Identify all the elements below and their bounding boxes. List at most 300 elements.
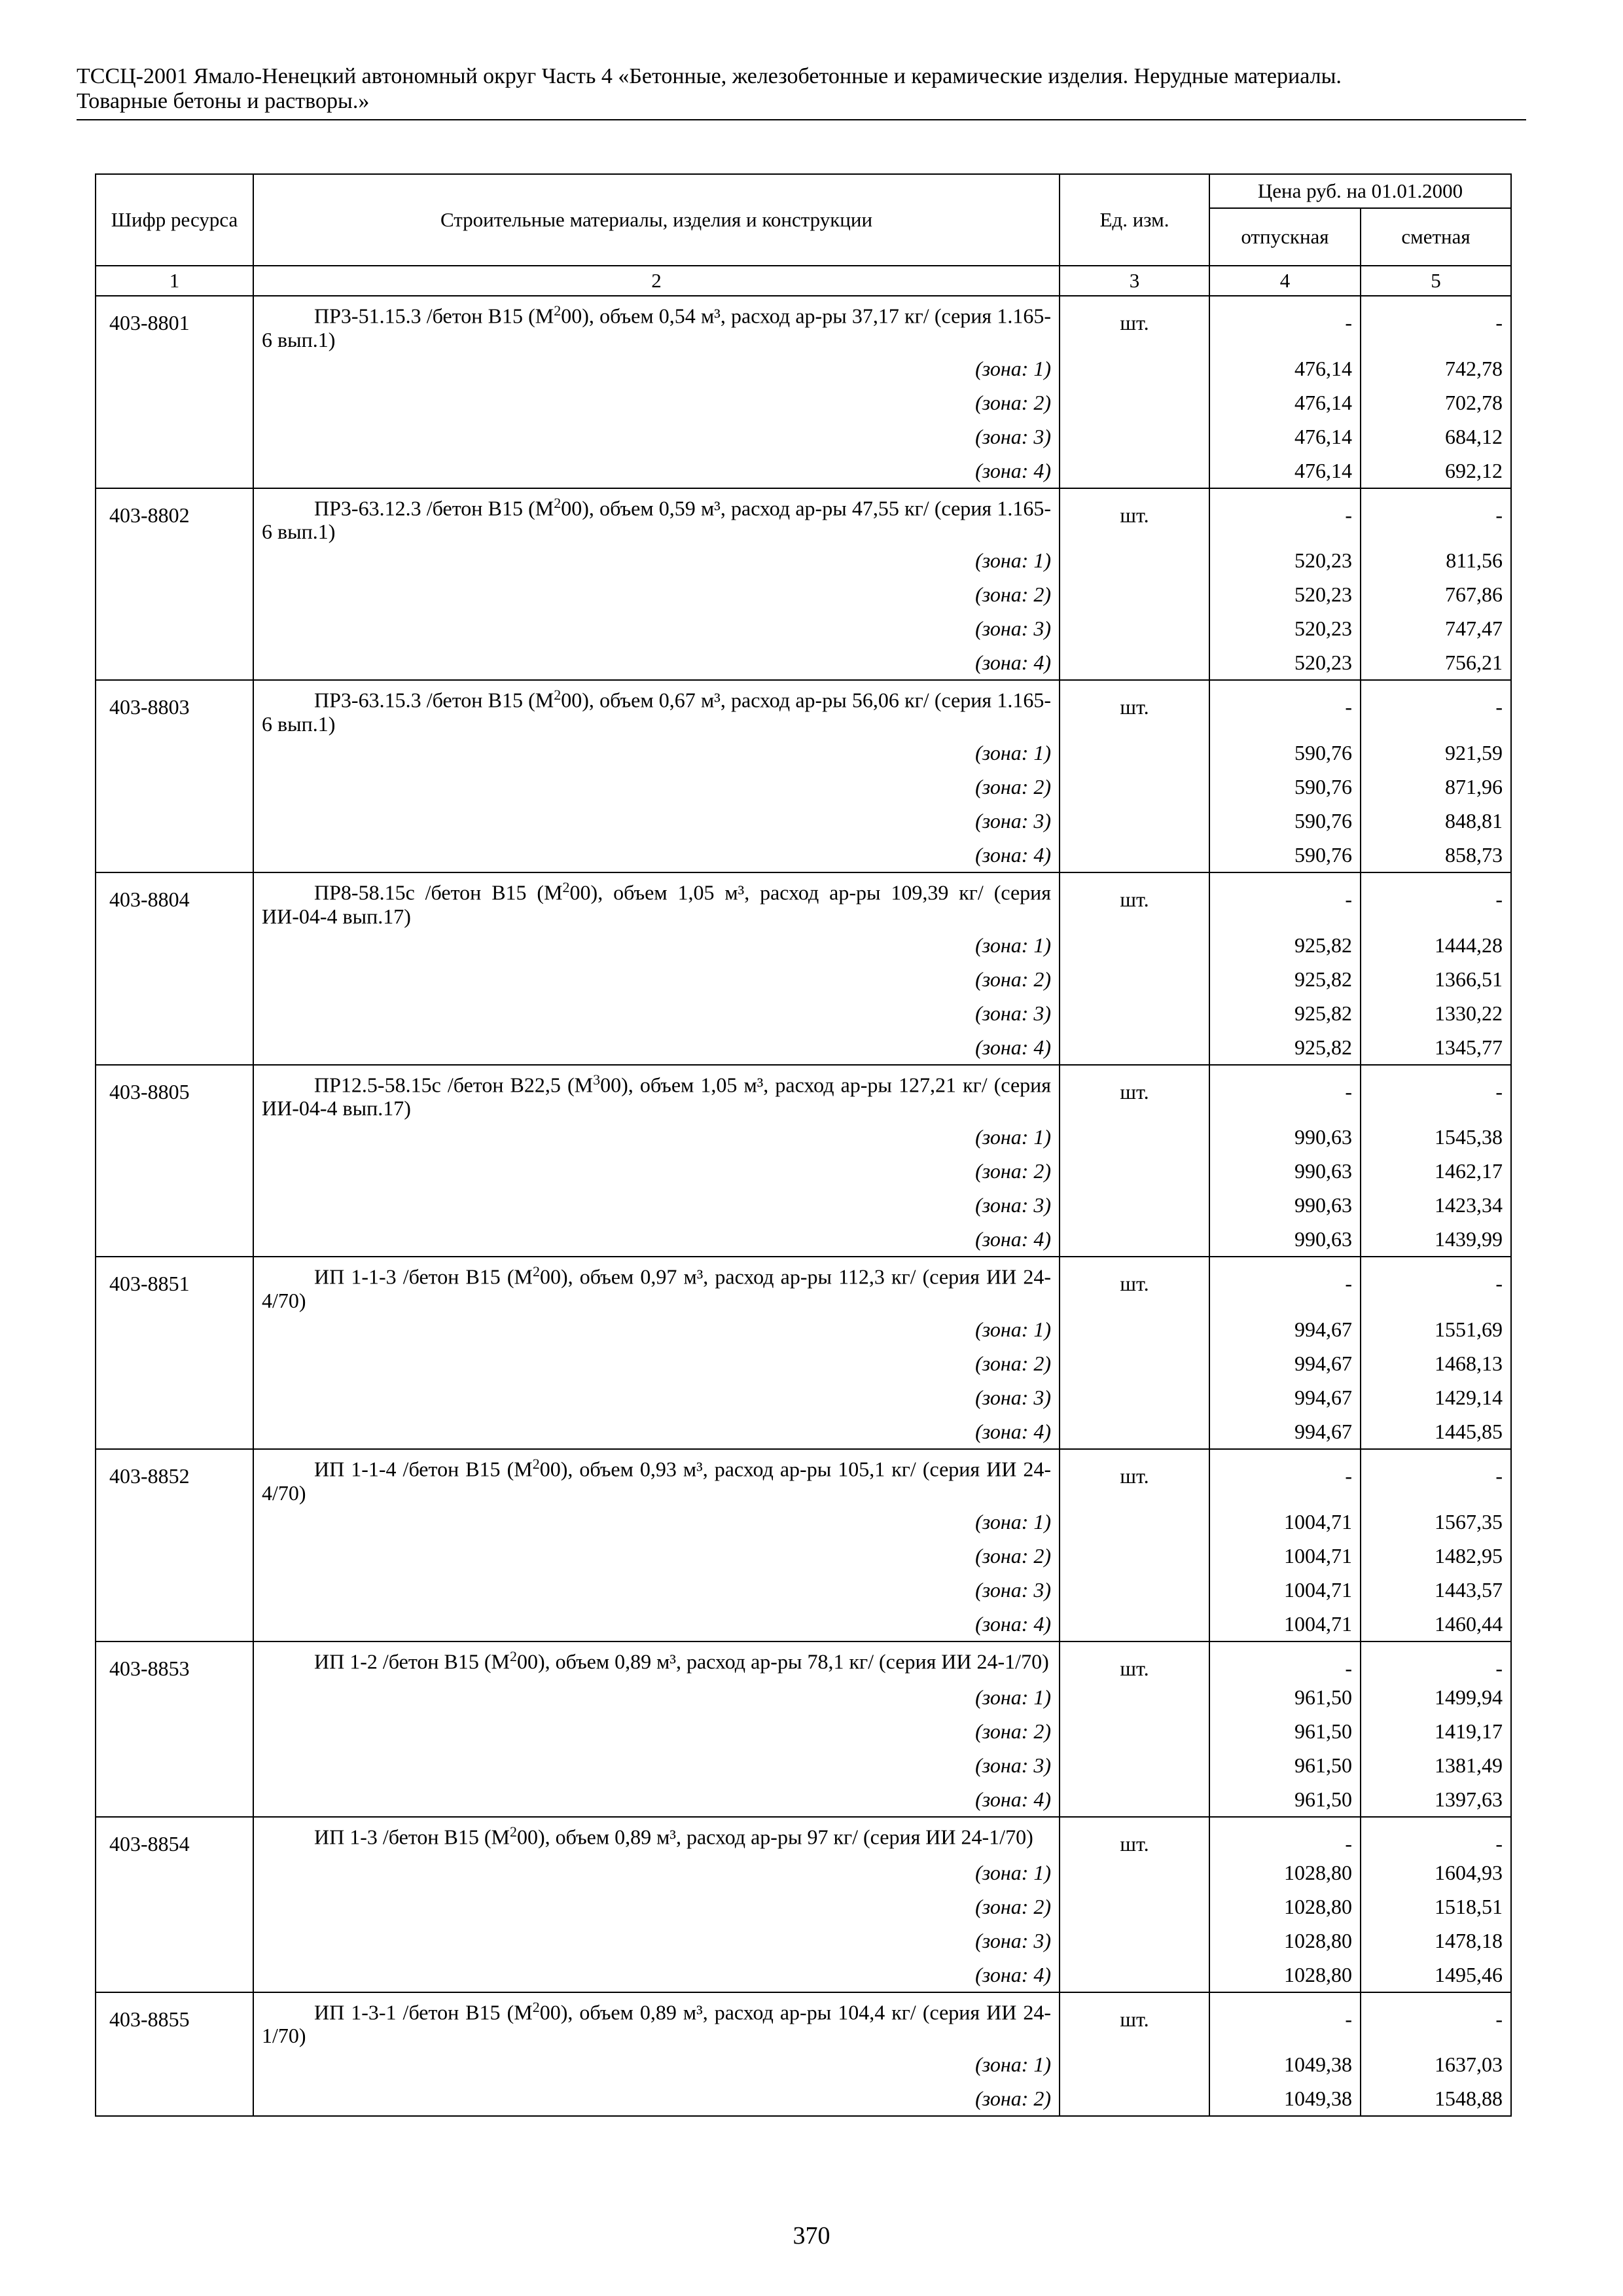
empty-cell (96, 1539, 253, 1573)
zone-label: (зона: 2) (253, 2081, 1060, 2116)
zone-row (96, 928, 1511, 962)
zone-row (96, 1346, 1511, 1380)
column-number: 1 (96, 266, 253, 296)
zone-wholesale-price: 990,63 (1209, 1120, 1361, 1154)
zone-estimate-price: 1445,85 (1361, 1414, 1511, 1449)
zone-wholesale-price: 520,23 (1209, 645, 1361, 680)
unit-value: шт. (1060, 1257, 1209, 1312)
empty-cell (96, 611, 253, 645)
zone-row (96, 736, 1511, 770)
zone-label: (зона: 4) (253, 1414, 1060, 1449)
zone-estimate-price: 692,12 (1361, 454, 1511, 488)
resource-code: 403-8852 (96, 1449, 253, 1505)
resource-code: 403-8805 (96, 1065, 253, 1121)
table-row (96, 296, 1511, 351)
wholesale-price: - (1209, 1641, 1361, 1680)
zone-label: (зона: 3) (253, 611, 1060, 645)
zone-estimate-price: 1482,95 (1361, 1539, 1511, 1573)
empty-cell (96, 1924, 253, 1958)
zone-wholesale-price: 994,67 (1209, 1346, 1361, 1380)
estimate-price: - (1361, 488, 1511, 544)
zone-wholesale-price: 994,67 (1209, 1312, 1361, 1346)
empty-cell (1060, 386, 1209, 420)
zone-row (96, 804, 1511, 838)
unit-value: шт. (1060, 296, 1209, 351)
empty-cell (96, 1414, 253, 1449)
zone-estimate-price: 767,86 (1361, 577, 1511, 611)
empty-cell (96, 1346, 253, 1380)
zone-label: (зона: 4) (253, 1222, 1060, 1257)
column-number: 2 (253, 266, 1060, 296)
zone-row (96, 1222, 1511, 1257)
empty-cell (1060, 351, 1209, 386)
description-text: ПР3-63.15.3 /бетон В15 (М (314, 688, 554, 712)
grade-superscript: 2 (554, 687, 562, 704)
resource-code: 403-8851 (96, 1257, 253, 1312)
description-text: 00), объем 0,97 м³, расход ар-ры 112,3 кг/ (серия ИИ 24-4/70) (262, 1265, 1052, 1312)
unit-value: шт. (1060, 488, 1209, 544)
empty-cell (96, 962, 253, 996)
empty-cell (96, 2081, 253, 2116)
grade-superscript: 3 (593, 1071, 601, 1088)
empty-cell (96, 454, 253, 488)
zone-label: (зона: 4) (253, 838, 1060, 872)
empty-cell (1060, 736, 1209, 770)
wholesale-price: - (1209, 1992, 1361, 2048)
zone-estimate-price: 1548,88 (1361, 2081, 1511, 2116)
resource-description (253, 872, 1060, 928)
zone-wholesale-price: 590,76 (1209, 736, 1361, 770)
empty-cell (96, 1312, 253, 1346)
zone-estimate-price: 1429,14 (1361, 1380, 1511, 1414)
zone-label: (зона: 2) (253, 1154, 1060, 1188)
estimate-price: - (1361, 1257, 1511, 1312)
zone-row (96, 1312, 1511, 1346)
zone-estimate-price: 1551,69 (1361, 1312, 1511, 1346)
empty-cell (1060, 543, 1209, 577)
zone-row (96, 386, 1511, 420)
zone-estimate-price: 1495,46 (1361, 1958, 1511, 1992)
zone-estimate-price: 1545,38 (1361, 1120, 1511, 1154)
zone-label: (зона: 3) (253, 1380, 1060, 1414)
zone-label: (зона: 4) (253, 454, 1060, 488)
zone-row (96, 1414, 1511, 1449)
zone-wholesale-price: 961,50 (1209, 1714, 1361, 1748)
empty-cell (96, 1714, 253, 1748)
zone-label: (зона: 1) (253, 928, 1060, 962)
wholesale-price: - (1209, 680, 1361, 736)
zone-wholesale-price: 590,76 (1209, 804, 1361, 838)
resource-description (253, 1817, 1060, 1856)
page-number: 370 (793, 2222, 830, 2250)
table-row (96, 1641, 1511, 1680)
description-text: ПР3-63.12.3 /бетон В15 (М (314, 496, 554, 520)
resource-description (253, 1257, 1060, 1312)
zone-wholesale-price: 990,63 (1209, 1154, 1361, 1188)
empty-cell (1060, 1120, 1209, 1154)
table-row (96, 1257, 1511, 1312)
zone-row (96, 996, 1511, 1030)
empty-cell (1060, 1714, 1209, 1748)
empty-cell (1060, 1924, 1209, 1958)
zone-label: (зона: 4) (253, 1030, 1060, 1065)
grade-superscript: 2 (554, 302, 562, 319)
empty-cell (96, 1856, 253, 1890)
header-price: Цена руб. на 01.01.2000 (1209, 174, 1511, 208)
zone-row (96, 420, 1511, 454)
empty-cell (96, 770, 253, 804)
zone-label: (зона: 2) (253, 1539, 1060, 1573)
zone-estimate-price: 702,78 (1361, 386, 1511, 420)
zone-label: (зона: 1) (253, 1505, 1060, 1539)
resource-code: 403-8802 (96, 488, 253, 544)
zone-wholesale-price: 925,82 (1209, 1030, 1361, 1065)
wholesale-price: - (1209, 296, 1361, 351)
unit-value: шт. (1060, 1065, 1209, 1121)
empty-cell (96, 1505, 253, 1539)
zone-row (96, 962, 1511, 996)
column-number: 5 (1361, 266, 1511, 296)
grade-superscript: 2 (509, 1647, 517, 1664)
resource-code: 403-8853 (96, 1641, 253, 1680)
resource-description (253, 1641, 1060, 1680)
empty-cell (1060, 1680, 1209, 1714)
resource-description (253, 680, 1060, 736)
empty-cell (96, 1680, 253, 1714)
zone-label: (зона: 4) (253, 1607, 1060, 1641)
zone-label: (зона: 2) (253, 1714, 1060, 1748)
wholesale-price: - (1209, 1065, 1361, 1121)
table-body (96, 296, 1511, 2116)
zone-estimate-price: 1604,93 (1361, 1856, 1511, 1890)
grade-superscript: 2 (509, 1823, 517, 1840)
description-text: 00), объем 0,59 м³, расход ар-ры 47,55 кг/ (серия 1.165-6 вып.1) (262, 496, 1052, 544)
resource-code: 403-8855 (96, 1992, 253, 2048)
estimate-price: - (1361, 680, 1511, 736)
empty-cell (96, 1607, 253, 1641)
zone-label: (зона: 3) (253, 1573, 1060, 1607)
description-text: ПР8-58.15с /бетон В15 (М (314, 880, 563, 905)
zone-row (96, 1505, 1511, 1539)
resource-description (253, 1449, 1060, 1505)
empty-cell (96, 838, 253, 872)
empty-cell (96, 1380, 253, 1414)
zone-label: (зона: 1) (253, 1680, 1060, 1714)
empty-cell (1060, 1312, 1209, 1346)
empty-cell (96, 577, 253, 611)
unit-value: шт. (1060, 680, 1209, 736)
resource-description (253, 1992, 1060, 2048)
table-row (96, 1817, 1511, 1856)
zone-wholesale-price: 961,50 (1209, 1680, 1361, 1714)
zone-estimate-price: 848,81 (1361, 804, 1511, 838)
zone-estimate-price: 1499,94 (1361, 1680, 1511, 1714)
resource-description (253, 1065, 1060, 1121)
zone-row (96, 1748, 1511, 1782)
empty-cell (1060, 928, 1209, 962)
unit-value: шт. (1060, 1641, 1209, 1680)
table-row (96, 1449, 1511, 1505)
resource-code: 403-8804 (96, 872, 253, 928)
empty-cell (96, 2047, 253, 2081)
empty-cell (1060, 770, 1209, 804)
empty-cell (1060, 1890, 1209, 1924)
zone-row (96, 1958, 1511, 1992)
empty-cell (96, 1958, 253, 1992)
description-text: ПР3-51.15.3 /бетон В15 (М (314, 304, 554, 328)
zone-estimate-price: 1468,13 (1361, 1346, 1511, 1380)
empty-cell (1060, 1030, 1209, 1065)
unit-value: шт. (1060, 872, 1209, 928)
estimate-price: - (1361, 1992, 1511, 2048)
empty-cell (96, 1890, 253, 1924)
zone-wholesale-price: 994,67 (1209, 1414, 1361, 1449)
zone-wholesale-price: 961,50 (1209, 1782, 1361, 1817)
empty-cell (1060, 1380, 1209, 1414)
zone-wholesale-price: 1028,80 (1209, 1890, 1361, 1924)
header-line-1: ТССЦ-2001 Ямало-Ненецкий автономный округ Часть 4 «Бетонные, железобетонные и керамические изделия. Нерудные материалы. (77, 64, 1342, 88)
zone-row (96, 351, 1511, 386)
empty-cell (1060, 645, 1209, 680)
document-header (77, 64, 1526, 120)
zone-wholesale-price: 520,23 (1209, 543, 1361, 577)
header-wholesale: отпускная (1209, 208, 1361, 266)
empty-cell (1060, 1856, 1209, 1890)
empty-cell (96, 1188, 253, 1222)
description-text: ИП 1-3-1 /бетон В15 (М (314, 2000, 533, 2024)
zone-label: (зона: 3) (253, 1924, 1060, 1958)
description-text: 00), объем 0,89 м³, расход ар-ры 78,1 кг/ (серия ИИ 24-1/70) (516, 1649, 1049, 1674)
empty-cell (1060, 962, 1209, 996)
zone-row (96, 543, 1511, 577)
empty-cell (96, 386, 253, 420)
price-table (95, 173, 1512, 2117)
zone-label: (зона: 2) (253, 770, 1060, 804)
table-row (96, 680, 1511, 736)
table-row (96, 1065, 1511, 1121)
zone-row (96, 577, 1511, 611)
zone-row (96, 1782, 1511, 1817)
zone-row (96, 770, 1511, 804)
zone-row (96, 1154, 1511, 1188)
zone-wholesale-price: 1004,71 (1209, 1505, 1361, 1539)
empty-cell (96, 1748, 253, 1782)
description-text: 00), объем 0,89 м³, расход ар-ры 104,4 кг/ (серия ИИ 24-1/70) (262, 2000, 1052, 2048)
zone-wholesale-price: 476,14 (1209, 454, 1361, 488)
zone-row (96, 1680, 1511, 1714)
description-text: 00), объем 0,89 м³, расход ар-ры 97 кг/ (серия ИИ 24-1/70) (516, 1825, 1033, 1849)
zone-wholesale-price: 590,76 (1209, 770, 1361, 804)
grade-superscript: 2 (533, 1263, 541, 1280)
zone-estimate-price: 1330,22 (1361, 996, 1511, 1030)
zone-row (96, 838, 1511, 872)
empty-cell (96, 645, 253, 680)
description-text: ИП 1-2 /бетон В15 (М (314, 1649, 510, 1674)
zone-label: (зона: 1) (253, 736, 1060, 770)
empty-cell (1060, 454, 1209, 488)
empty-cell (96, 1030, 253, 1065)
zone-row (96, 2081, 1511, 2116)
wholesale-price: - (1209, 1449, 1361, 1505)
wholesale-price: - (1209, 1257, 1361, 1312)
zone-wholesale-price: 1028,80 (1209, 1924, 1361, 1958)
empty-cell (1060, 1958, 1209, 1992)
estimate-price: - (1361, 1065, 1511, 1121)
zone-wholesale-price: 476,14 (1209, 351, 1361, 386)
description-text: 00), объем 0,54 м³, расход ар-ры 37,17 кг/ (серия 1.165-6 вып.1) (262, 304, 1052, 351)
zone-estimate-price: 1637,03 (1361, 2047, 1511, 2081)
empty-cell (1060, 1188, 1209, 1222)
grade-superscript: 2 (554, 494, 562, 511)
zone-estimate-price: 811,56 (1361, 543, 1511, 577)
zone-label: (зона: 3) (253, 804, 1060, 838)
zone-wholesale-price: 925,82 (1209, 962, 1361, 996)
zone-label: (зона: 4) (253, 645, 1060, 680)
zone-label: (зона: 4) (253, 1782, 1060, 1817)
description-text: ПР12.5-58.15с /бетон В22,5 (М (314, 1073, 594, 1097)
zone-estimate-price: 1423,34 (1361, 1188, 1511, 1222)
zone-label: (зона: 2) (253, 386, 1060, 420)
zone-label: (зона: 3) (253, 996, 1060, 1030)
zone-estimate-price: 756,21 (1361, 645, 1511, 680)
grade-superscript: 2 (562, 878, 570, 895)
estimate-price: - (1361, 1817, 1511, 1856)
zone-row (96, 1924, 1511, 1958)
zone-row (96, 1380, 1511, 1414)
zone-estimate-price: 1419,17 (1361, 1714, 1511, 1748)
wholesale-price: - (1209, 488, 1361, 544)
unit-value: шт. (1060, 1817, 1209, 1856)
zone-wholesale-price: 1049,38 (1209, 2081, 1361, 2116)
empty-cell (1060, 2047, 1209, 2081)
zone-wholesale-price: 1004,71 (1209, 1573, 1361, 1607)
estimate-price: - (1361, 1449, 1511, 1505)
zone-wholesale-price: 994,67 (1209, 1380, 1361, 1414)
zone-label: (зона: 1) (253, 1312, 1060, 1346)
zone-wholesale-price: 520,23 (1209, 577, 1361, 611)
header-estimate: сметная (1361, 208, 1511, 266)
zone-row (96, 1714, 1511, 1748)
empty-cell (1060, 1539, 1209, 1573)
zone-row (96, 454, 1511, 488)
empty-cell (96, 1782, 253, 1817)
zone-row (96, 1607, 1511, 1641)
unit-value: шт. (1060, 1449, 1209, 1505)
empty-cell (1060, 611, 1209, 645)
resource-description (253, 296, 1060, 351)
empty-cell (1060, 2081, 1209, 2116)
empty-cell (96, 1222, 253, 1257)
empty-cell (96, 804, 253, 838)
header-line-2: Товарные бетоны и растворы.» (77, 89, 370, 113)
empty-cell (1060, 1782, 1209, 1817)
zone-wholesale-price: 990,63 (1209, 1222, 1361, 1257)
zone-wholesale-price: 1004,71 (1209, 1607, 1361, 1641)
zone-wholesale-price: 1049,38 (1209, 2047, 1361, 2081)
zone-estimate-price: 1567,35 (1361, 1505, 1511, 1539)
header-unit: Ед. изм. (1060, 174, 1209, 266)
resource-code: 403-8803 (96, 680, 253, 736)
zone-label: (зона: 1) (253, 351, 1060, 386)
zone-label: (зона: 3) (253, 1748, 1060, 1782)
description-text: ИП 1-3 /бетон В15 (М (314, 1825, 510, 1849)
zone-row (96, 645, 1511, 680)
grade-superscript: 2 (532, 1455, 540, 1472)
empty-cell (1060, 1222, 1209, 1257)
zone-estimate-price: 1518,51 (1361, 1890, 1511, 1924)
zone-label: (зона: 1) (253, 1120, 1060, 1154)
empty-cell (1060, 1607, 1209, 1641)
empty-cell (1060, 577, 1209, 611)
zone-row (96, 1030, 1511, 1065)
unit-value: шт. (1060, 1992, 1209, 2048)
estimate-price: - (1361, 1641, 1511, 1680)
empty-cell (96, 928, 253, 962)
table-row (96, 872, 1511, 928)
zone-label: (зона: 2) (253, 1890, 1060, 1924)
empty-cell (96, 1154, 253, 1188)
zone-label: (зона: 3) (253, 1188, 1060, 1222)
zone-wholesale-price: 520,23 (1209, 611, 1361, 645)
zone-estimate-price: 1460,44 (1361, 1607, 1511, 1641)
zone-label: (зона: 1) (253, 1856, 1060, 1890)
description-text: ИП 1-1-3 /бетон В15 (М (314, 1265, 533, 1289)
empty-cell (1060, 1573, 1209, 1607)
zone-estimate-price: 871,96 (1361, 770, 1511, 804)
estimate-price: - (1361, 872, 1511, 928)
zone-wholesale-price: 1004,71 (1209, 1539, 1361, 1573)
zone-label: (зона: 1) (253, 543, 1060, 577)
description-text: 00), объем 0,67 м³, расход ар-ры 56,06 кг/ (серия 1.165-6 вып.1) (262, 688, 1052, 736)
empty-cell (96, 1573, 253, 1607)
zone-wholesale-price: 476,14 (1209, 386, 1361, 420)
zone-wholesale-price: 925,82 (1209, 928, 1361, 962)
zone-estimate-price: 747,47 (1361, 611, 1511, 645)
empty-cell (96, 736, 253, 770)
zone-wholesale-price: 590,76 (1209, 838, 1361, 872)
column-number: 3 (1060, 266, 1209, 296)
zone-estimate-price: 858,73 (1361, 838, 1511, 872)
zone-label: (зона: 2) (253, 962, 1060, 996)
table-row (96, 1992, 1511, 2048)
description-text: 00), объем 1,05 м³, расход ар-ры 127,21 кг/ (серия ИИ-04-4 вып.17) (262, 1073, 1052, 1121)
zone-wholesale-price: 476,14 (1209, 420, 1361, 454)
resource-description (253, 488, 1060, 544)
grade-superscript: 2 (532, 1998, 540, 2015)
zone-row (96, 1573, 1511, 1607)
zone-estimate-price: 1444,28 (1361, 928, 1511, 962)
zone-row (96, 1120, 1511, 1154)
zone-estimate-price: 1462,17 (1361, 1154, 1511, 1188)
zone-estimate-price: 1345,77 (1361, 1030, 1511, 1065)
empty-cell (1060, 838, 1209, 872)
zone-label: (зона: 1) (253, 2047, 1060, 2081)
empty-cell (96, 543, 253, 577)
empty-cell (1060, 1748, 1209, 1782)
empty-cell (1060, 1414, 1209, 1449)
estimate-price: - (1361, 296, 1511, 351)
zone-estimate-price: 1443,57 (1361, 1573, 1511, 1607)
zone-row (96, 1890, 1511, 1924)
empty-cell (96, 1120, 253, 1154)
table-row (96, 488, 1511, 544)
zone-wholesale-price: 961,50 (1209, 1748, 1361, 1782)
description-text: 00), объем 1,05 м³, расход ар-ры 109,39 кг/ (серия ИИ-04-4 вып.17) (262, 880, 1052, 928)
zone-label: (зона: 2) (253, 1346, 1060, 1380)
zone-wholesale-price: 990,63 (1209, 1188, 1361, 1222)
resource-code: 403-8801 (96, 296, 253, 351)
zone-row (96, 1539, 1511, 1573)
